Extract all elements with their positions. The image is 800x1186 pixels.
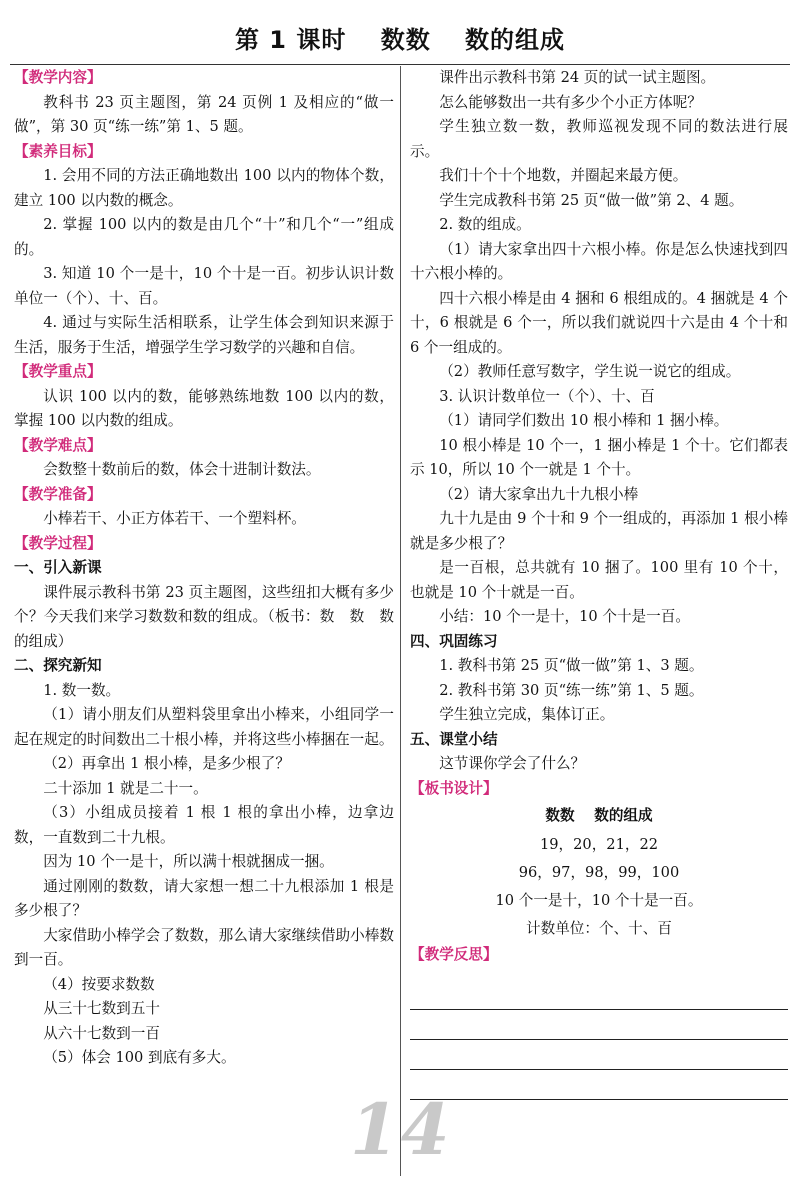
page-number: 14 xyxy=(350,1088,452,1171)
step-count-3: （3）小组成员接着 1 根 1 根的拿出小棒，边拿边数，一直数到二十九根。 xyxy=(14,804,394,846)
practice-2: 2. 教科书第 30 页“练一练”第 1、5 题。 xyxy=(439,681,704,699)
step-units-summary: 小结：10 个一是十，10 个十是一百。 xyxy=(439,608,690,625)
summary-text: 这节课你学会了什么？ xyxy=(439,755,586,772)
left-column xyxy=(14,66,394,1071)
board-line-1: 19，20，21，22 xyxy=(539,836,659,853)
step-count-5: （5）体会 100 到底有多大。 xyxy=(43,1049,236,1066)
step-units: 3. 认识计数单位一（个）、十、百 xyxy=(439,387,655,405)
goal-3: 3. 知道 10 个一是十，10 个十是一百。初步认识计数单位一（个）、十、百。 xyxy=(14,265,394,307)
heading-practice: 四、巩固练习 xyxy=(410,632,498,650)
goal-2: 2. 掌握 100 以内的数是由几个“十”和几个“一”组成的。 xyxy=(14,216,394,258)
right-line-3: 学生独立数一数，教师巡视发现不同的数法进行展示。 xyxy=(410,118,788,160)
section-goals: 【素养目标】 xyxy=(14,142,102,160)
section-key-points: 【教学重点】 xyxy=(14,363,102,380)
right-line-2: 怎么能够数出一共有多少个小正方体呢？ xyxy=(439,93,702,111)
step-count-3-note: 因为 10 个一是十，所以满十根就捆成一捆。 xyxy=(43,853,334,870)
heading-explore: 二、探究新知 xyxy=(14,657,102,674)
right-column xyxy=(410,66,788,1100)
step-composition-1-answer: 四十六根小棒是由 4 捆和 6 根组成的。4 捆就是 4 个十，6 根就是 6 个一，所以我们就说四十六是由 4 个十和 6 个一组成的。 xyxy=(410,289,788,356)
step-count-2-answer: 二十添加 1 就是二十一。 xyxy=(43,779,208,797)
step-units-1: （1）请同学们数出 10 根小棒和 1 捆小棒。 xyxy=(439,412,729,429)
step-units-1-answer: 10 根小棒是 10 个一，1 捆小棒是 1 个十。它们都表示 10，所以 10 个一就是 1 个十。 xyxy=(410,436,788,478)
board-line-4: 计数单位：个、十、百 xyxy=(526,920,672,937)
writing-line[interactable] xyxy=(410,1070,788,1100)
section-reflection: 【教学反思】 xyxy=(410,946,498,963)
step-count-1: （1）请小朋友们从塑料袋里拿出小棒来，小组同学一起在规定的时间数出二十根小棒，并将这些小棒捆在一起。 xyxy=(14,706,394,748)
step-count-4-b: 从六十七数到一百 xyxy=(43,1024,160,1042)
reflection-lines xyxy=(410,980,788,1100)
board-line-2: 96，97，98，99，100 xyxy=(518,864,680,881)
column-divider xyxy=(400,66,401,1176)
heading-intro: 一、引入新课 xyxy=(14,559,102,576)
step-composition: 2. 数的组成。 xyxy=(439,216,531,233)
step-units-2-answer: 是一百根，总共就有 10 捆了。100 里有 10 个十，也就是 10 个十就是一百。 xyxy=(410,559,788,601)
key-points-text: 认识 100 以内的数，能够熟练地数 100 以内的数，掌握 100 以内数的组成。 xyxy=(14,387,394,429)
step-count-4: （4）按要求数数 xyxy=(43,975,155,993)
section-difficulties: 【教学难点】 xyxy=(14,436,102,454)
intro-text: 课件展示教科书第 23 页主题图，这些纽扣大概有多少个？今天我们来学习数数和数的组成。（板书：数 数 数的组成） xyxy=(14,583,394,650)
page-title: 第 1 课时 数数 数的组成 xyxy=(234,26,566,54)
board-line-3: 10 个一是十，10 个十是一百。 xyxy=(495,892,703,909)
heading-summary: 五、课堂小结 xyxy=(410,730,498,748)
goal-1: 1. 会用不同的方法正确地数出 100 以内的物体个数，建立 100 以内数的概念。 xyxy=(14,167,394,209)
teaching-content-text: 教科书 23 页主题图，第 24 页例 1 及相应的“做一做”，第 30 页“练一练”第 1、5 题。 xyxy=(14,93,394,135)
section-preparation: 【教学准备】 xyxy=(14,485,102,503)
step-count-3-continue: 大家借助小棒学会了数数，那么请大家继续借助小棒数到一百。 xyxy=(14,926,394,968)
practice-3: 学生独立完成，集体订正。 xyxy=(439,706,615,723)
right-line-5: 学生完成教科书第 25 页“做一做”第 2、4 题。 xyxy=(439,191,744,209)
step-units-2-question: 九十九是由 9 个十和 9 个一组成的，再添加 1 根小棒就是多少根了？ xyxy=(410,510,788,552)
writing-line[interactable] xyxy=(410,980,788,1010)
section-process: 【教学过程】 xyxy=(14,534,102,552)
preparation-text: 小棒若干、小正方体若干、一个塑料杯。 xyxy=(43,510,306,527)
step-count-2: （2）再拿出 1 根小棒，是多少根了？ xyxy=(43,755,290,772)
step-units-2: （2）请大家拿出九十九根小棒 xyxy=(439,485,639,503)
board-title: 数数 数的组成 xyxy=(545,807,653,824)
right-line-4: 我们十个十个地数，并圈起来最方便。 xyxy=(439,167,688,184)
difficulties-text: 会数整十数前后的数，体会十进制计数法。 xyxy=(43,461,321,478)
step-count-4-a: 从三十七数到五十 xyxy=(43,1000,160,1017)
writing-line[interactable] xyxy=(410,1040,788,1070)
title-rule xyxy=(10,64,790,65)
step-count: 1. 数一数。 xyxy=(43,681,121,699)
section-board-design: 【板书设计】 xyxy=(410,779,498,797)
practice-1: 1. 教科书第 25 页“做一做”第 1、3 题。 xyxy=(439,657,704,674)
step-composition-1: （1）请大家拿出四十六根小棒。你是怎么快速找到四十六根小棒的。 xyxy=(410,240,788,282)
section-teaching-content: 【教学内容】 xyxy=(14,69,102,86)
right-line-1: 课件出示教科书第 24 页的试一试主题图。 xyxy=(439,69,716,86)
goal-4: 4. 通过与实际生活相联系，让学生体会到知识来源于生活，服务于生活，增强学生学习数学的兴趣和自信。 xyxy=(14,314,394,356)
step-count-3-question: 通过刚刚的数数，请大家想一想二十九根添加 1 根是多少根了？ xyxy=(14,877,394,919)
writing-line[interactable] xyxy=(410,1010,788,1040)
step-composition-2: （2）教师任意写数字，学生说一说它的组成。 xyxy=(439,363,741,380)
